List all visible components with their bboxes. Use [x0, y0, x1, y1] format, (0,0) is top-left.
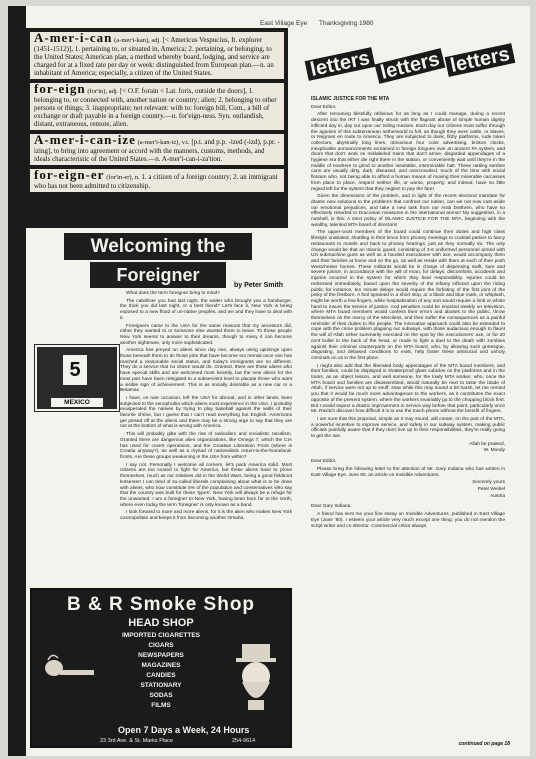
letters-column	[311, 97, 505, 531]
entry-pronunciation: (a-mer'i-kan-iz), v.t.	[137, 139, 190, 146]
dictionary-block	[26, 28, 288, 228]
ad-item: IMPORTED CIGARETTES	[121, 632, 200, 639]
publication-name: East Village Eye	[260, 20, 308, 27]
article-paragraph: I say not. Personally I welcome all corners, let's pack America solid. Most citizens are too scared to fight for America, but these aliens have to prove themselves, much as our relatives did in the World Wars, being a good fieldsoot kotsenter! I can tired of so-called liberals complaining about what is to be done with aliens, who now constitute 5% of the population and conservatives who say that the country was built for these 'types'. New York will always be a refuge for the unwanted. I am a foreigner to New York, having been born far to the north, where even today the term 'foreigner' is only known as a band.	[120, 462, 292, 508]
page-header	[260, 20, 384, 27]
article-paragraph: What does the term foreigner bring to mind?	[126, 291, 220, 296]
entry-definition: [< O.F. forain < Lat. foris, outside the doors], 1. belonging to, or connected with, another nation or country; alien; 2. belonging to other persons or things; 3. inappropriate; not relevant: with to: foreign bill, Com., a bill of exchange or draft payable in a foreign country.—n. for'eign-ness. Syn. outlandish, distant, extraneous, remote, alien.	[34, 87, 277, 128]
article-body	[120, 291, 292, 524]
letters-banner	[300, 28, 516, 88]
entry-headword: for-eign	[34, 81, 86, 96]
letter-location: Austria	[490, 493, 505, 499]
issue-date: Thanksgiving 1980	[318, 20, 374, 27]
ad-item: NEWSPAPERS	[138, 652, 184, 659]
bearded-man-icon	[228, 644, 284, 714]
ad-phone: 254-9614	[232, 738, 256, 744]
smoke-shop-ad	[30, 588, 292, 748]
ad-subtitle: HEAD SHOP	[128, 617, 194, 629]
letter-paragraph: The upper-crust members of the board could continue their duties and high class lifestyle unabated, shuttling in their limos from phoney meetings to cocktail parties to fancy restaurants to motels and back to phoney hearings, just as they normally do. The only change would be that an Islamic guard, consisting of 3-6 uniformed personnel armed with Uzi submachine guns as well as a hooded executioner with axe, would accompany them and their families at home and on the go, as well as reside with them at each of their posh Westchester homes. These militants would be in charge of dispensing swift, sure and severe justice, in accordance with the will of Iman, for delays, discomforts, accidents and injuries incurred in the system for which they bear responsibility. Injuries could be redressed immediately, based upon the severity of the infamy inflicted upon the riding public for instance, ten minute delays would require the forfeiting of the first joint of the pinky of the firstborn. A fool sprained in a short stop, or a black and blue mark, or whiplash, might be worth a few fingers, while hospitalization of any sort would require a limb or whole hand to insure the service of justice. And penalties could be enacted weekly on television, where MTA board members would confess their errors and abuses to the public, throw themselves on the mercy of the Merciless, and then suffer the consequences as a painful reminder of their duties to the people. The innovative approach could also be extended to cope with the crime problem plaguing our subways, with those audacious enough to flaunt the will of Allah either summarily executed on the spot by the executioners' axe, or for 20 cent bullet to the back of the head, or made to fight a duel to the death with zombies against their criminal counterparts on the MTA board, who, by allowing such grotesque, disgusting, and debased conditions to exist, help foster these antisocial and unholy criminals on us in the first place.	[311, 230, 505, 361]
dictionary-entry	[30, 32, 284, 79]
letters-banner-word: letters	[305, 47, 376, 81]
letter-signoff: Sincerely yours	[472, 480, 505, 486]
letters-banner-word: letters	[375, 48, 446, 84]
entry-definition: [< Americus Vespucius, It. explorer (1451-1512)], 1. pertaining to, or situated in, America; 2. pertaining, or belonging, to the United States; American plan, a method whereby board, lodging, and service are charged for at a fixed rate per day or week: distinguished from European plan.—n. an inhabitant of America; especially, a citizen of the United States.	[34, 36, 274, 77]
ad-item: CIGARS	[148, 642, 174, 649]
entry-headword: A-mer-i-can	[34, 30, 113, 45]
letter-paragraph: Given the dimensions of the problem, and in light of the recent electoral mandate for drastic new solutions to the problems that confront our nation, can we not now cast aside our emotional prejudices, and take a new task from our Arab brethren, who have so effectively resorted to Draconian measures in the international arena? My suggestion, in a nutshell, is this: A strict policy of ISLAMIC JUSTICE FOR THE MTA, beginning with the wealthy, talented MTA board of directors!	[311, 194, 505, 228]
article-paragraph: America has preyed on aliens since day one, always using uprisings upon those beneath them to do those jobs that have become too menial once one has reached a reasonable social status, and today's immigrants are no different. They do a service that no citizen would do. Granted, there are those aliens who have special skills and are welcomed most heartily, but the new aliens for the most part have been relegated to a subservient level to placate those who want a visible sign of achievement. This is as socially desirable as a new car or a Betamax.	[120, 348, 292, 394]
letter-paragraph: After remaining blissfully oblivious for as long as I could manage, during a recent descent into the IRT I was finally struck with the flagrant abuse of simple human dignity inflicted day in, day out upon our toiling masses. Each day our citizens must suffer through the agonies of this subterranean netherworld to fell, as though they were cattle, or slaves, or Negroes en route to America. They are subjected to dank, filthy platforms, rude token collectors, abysmally long lines, obnoxious four color advertising, broken clocks, inexplicable announcements screamed in foreign tongues over an ancient PA system, and doors that don't work on mislabeled trains that don't arrive, disgarded appendages of a hygiene era that either die right there in the station, or conveniently wait until they're in the middle of nowhere to grind to another inevitable, interminable halt. These rattling sardine cans are usually dirty, dark, diseased, and overcrowded, much of the time with social flotsam who, not being able to afford a human means of moving their miserable carcasses from place to place, respect neither life, or worse, property, and indeed, have so little regard left for the system that they neglect to pay the fare!	[311, 112, 505, 192]
entry-pronunciation: (for'in-er), n.	[106, 174, 140, 181]
page-gutter	[8, 6, 26, 756]
entry-definition: 1. a citizen of a foreign country; 2. an immigrant who has not been admitted to citizenship.	[34, 173, 278, 190]
entry-headword: A-mer-i-can-ize	[34, 132, 136, 147]
letter-salutation: Dear Editor,	[311, 459, 337, 465]
pipe-icon	[42, 652, 98, 692]
continued-note: continued on page 18	[458, 741, 510, 747]
dictionary-entry	[30, 134, 284, 165]
entry-definition: [p.t. and p.p. -ized (-izd), p.pr. -izing], to bring into agreement or accord with the manners, customs, methods, and ideals characteristic of the United States.—n. A-mer'i-can-i-za'tion.	[34, 138, 280, 163]
letter-salutation: Dear Gary Indiana,	[311, 504, 352, 510]
letter-paragraph: Please bring the following letter to the attention of Mr. Gary Indiana who has written in East Village Eye, June 80, an article on Invisible Adventures.	[311, 466, 505, 478]
letter-salutation: Dear Editor,	[311, 104, 337, 110]
ad-item: STATIONARY	[140, 682, 182, 689]
entry-pronunciation: (for'in), adj.	[87, 88, 119, 95]
ad-hours: Open 7 Days a Week, 24 Hours	[118, 725, 250, 735]
ad-item: CANDIES	[146, 672, 176, 679]
ad-item: MAGAZINES	[141, 662, 181, 669]
article-byline: by Peter Smith	[234, 282, 284, 289]
letter-signature: W. Moody	[483, 448, 505, 454]
stamp-number: 5	[63, 355, 87, 385]
mexico-stamp-image	[35, 345, 119, 411]
article-paragraph: I look forward to more and more aliens, for it is the alien who makes New York cosmopolitan and keeps it from becoming another Omaha.	[120, 510, 292, 522]
stamp-label: MEXICO	[51, 398, 103, 407]
letter-heading: ISLAMIC JUSTICE FOR THE MTA	[311, 96, 390, 102]
article-paragraph: I have, on rare occasion, left the USA for abroad, and in other lands, been subjected to the xenophobia which aliens must experience in the USA. I probably exasperated the natives by trying to play baseball against the walls of their favorite shrine, but I guess that I can't read everything but English. Americans get pissed off at the aliens and there may be a strong urge to say that they are not at the bottom of what is wrong with America.	[120, 395, 292, 430]
entry-headword: for-eign-er	[34, 167, 105, 182]
ad-shop-name: B & R Smoke Shop	[66, 594, 256, 615]
article-paragraph: This will probably gibe with the rise of radicalism and socialistic racialism. Granted there are dangerous alien organizations, like Omega 7, which the CIA has used for covert operations, and the Croatian Liberation Front (where is Croatia anyway?), as well as a myriad of nationalistic return-to-the-homeland-fronts. Are these groups weakening in the USA from within?	[120, 432, 292, 460]
dictionary-entry	[30, 83, 284, 130]
letter-paragraph: A friend has sent me your fine essay on Invisible Adventures, published in East Village Eye (June '80). I esteem your article very much except one thing: you do not mention the script writer and co-director. Commercial critics always	[311, 512, 505, 529]
article-title-line-1: Welcoming the	[64, 233, 252, 260]
article-title-line-2: Foreigner	[90, 262, 226, 288]
dictionary-entry	[30, 169, 284, 192]
ad-address: 23 3rd Ave. & St. Marks Place	[100, 738, 173, 744]
article-paragraph: The cabdriver you had last night, the waiter who brought you a hamburger, the thick you did last night, or a best friend? Let's face it, New York is being exposed to a new flood of un-native peoples, and we and they have to deal with it.	[120, 298, 292, 321]
ad-item: FILMS	[151, 702, 171, 709]
letter-signature: Peter Weibel	[477, 487, 505, 492]
letters-banner-word: letters	[445, 43, 516, 77]
ad-item: SODAS	[149, 692, 173, 699]
entry-pronunciation: (a-mer'i-kan), adj.	[114, 37, 161, 44]
letter-paragraph: I am sure that this proposal, simple as it may sound, will create, on the part of the MTA, a powerful incentive to improve service, and safety in our subway system, making public officials painfully aware that if they don't live up to their responsibilities, they're really going to get the axe.	[311, 416, 505, 440]
letter-signoff: Allah be praised,	[469, 441, 505, 447]
article-paragraph: Foreigners came to the USA for the same reasons that my ancestors did, either they wanted to or someone else wanted them to leave. To these people New York seems to answer to their dreams, though to many it can become another nightmare, only more sophisticated.	[120, 323, 292, 346]
letter-paragraph: I might also add that the liberated body appendages of the MTA board members, and their families, could be displayed in shatterproof glass cubicles on the platforms and in the trains, as an object lesson, and well someone, for the lowly MTA worker, who, once the MTA board and families are disassembled, would naturally be next to taste the blade of Allah, if service were not up to snuff. Now while this may sound a bit harsh, let me remind you that it would be much more advantageous to the workers, as it constitutes the exact opposite of the present system, where the workers invariably go to the chopping block first. But I would expect a drastic improvement in service way before that point, particularly once Mr. Ravitch discover how difficult it is to use the touch phone without the benefit of fingers.	[311, 363, 505, 415]
